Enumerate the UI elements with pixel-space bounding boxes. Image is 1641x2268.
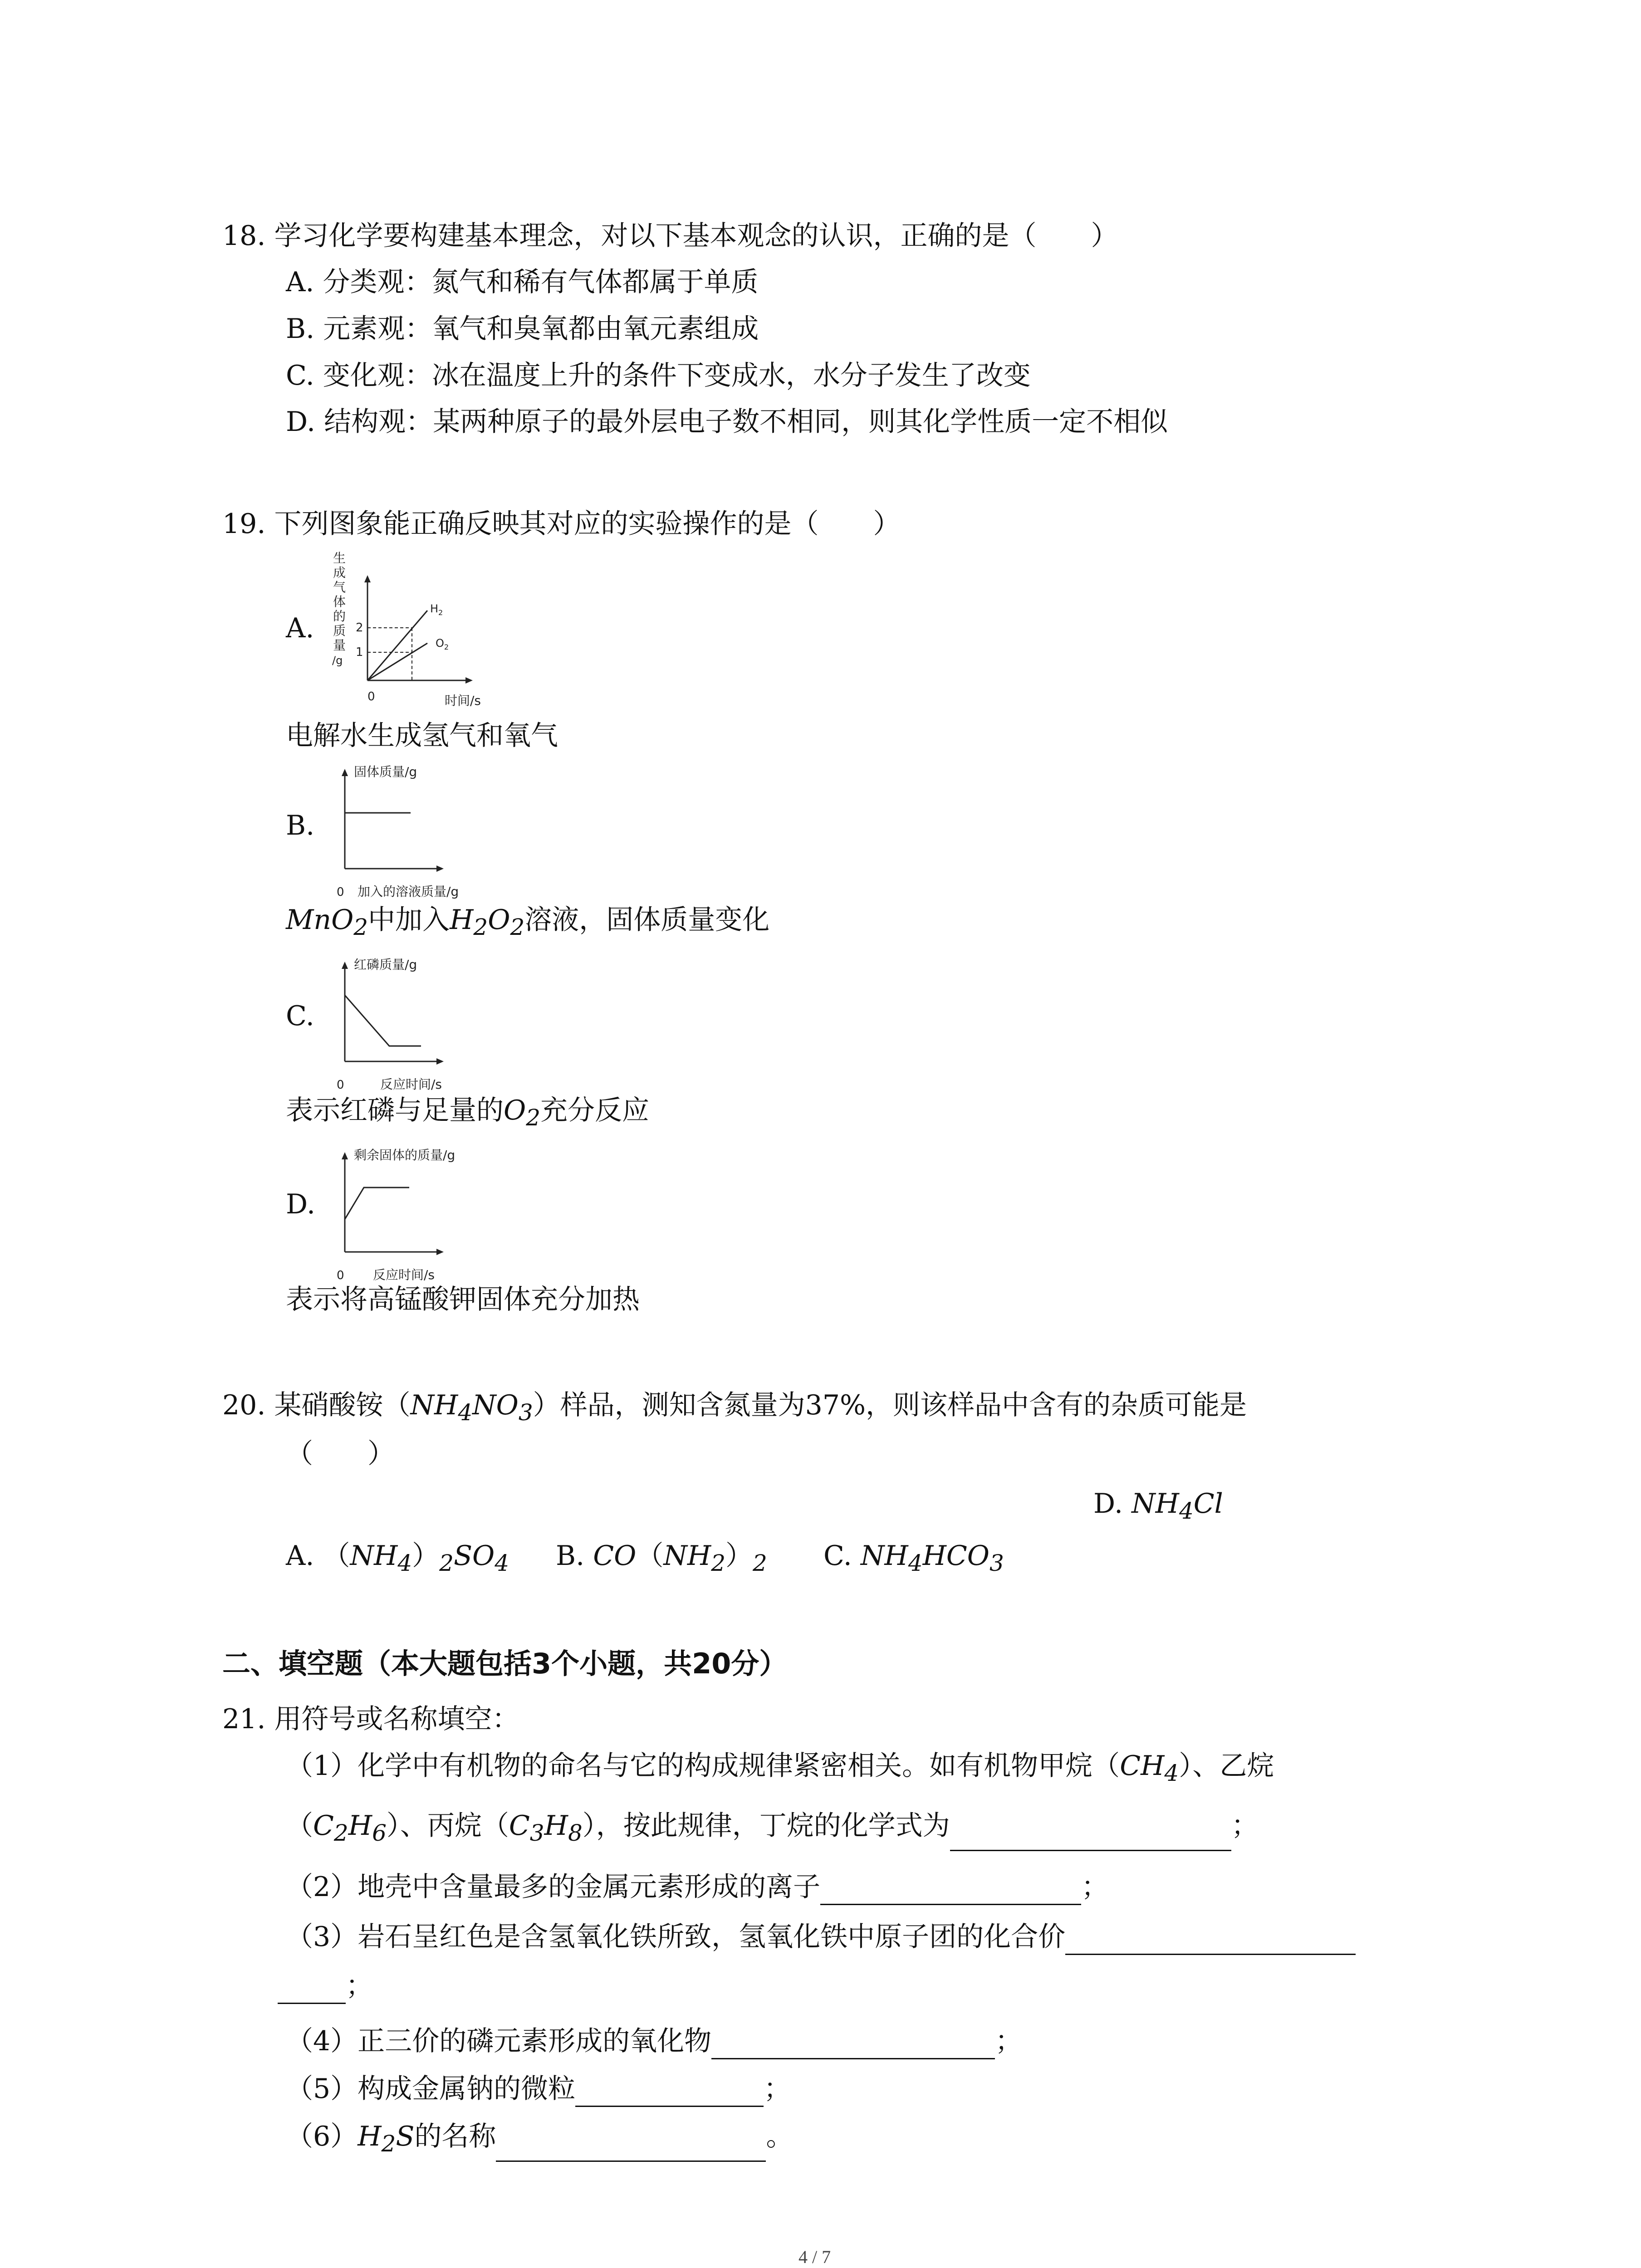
q18-option-a: A. 分类观：氮气和稀有气体都属于单质 <box>286 266 759 298</box>
q19-d-ylabel: 剩余固体的质量/g <box>354 1148 456 1163</box>
q21-blank-2[interactable] <box>820 1876 1081 1905</box>
q19-a-caption: 电解水生成氢气和氧气 <box>286 720 558 752</box>
q19-a-xlabel: 时间/s <box>445 693 481 708</box>
page-number: 4 / 7 <box>798 2247 831 2267</box>
q21-part3-line1: （3）岩石呈红色是含氢氧化铁所致，氢氧化铁中原子团的化合价 <box>286 1919 1356 1955</box>
q19-d-origin: 0 <box>337 1269 344 1282</box>
q19-b-caption: MnO$_2$中加入$H_2O_2$溶液，固体质量变化 <box>286 904 770 940</box>
q18-stem: 18. 学习化学要构建基本理念，对以下基本观念的认识，正确的是（ ） <box>222 220 1118 252</box>
section-heading-fill-in: 二、填空题（本大题包括3个小题，共20分） <box>222 1647 788 1680</box>
svg-text:量: 量 <box>333 638 346 653</box>
q20-answer-paren: （ ） <box>286 1438 395 1470</box>
q19-d-xlabel: 反应时间/s <box>373 1267 435 1282</box>
q19-c-caption: 表示红磷与足量的$O_2$充分反应 <box>286 1095 650 1131</box>
svg-text:气: 气 <box>333 580 346 595</box>
q19-a-origin: 0 <box>367 690 375 704</box>
q19-a-line-h2 <box>367 611 427 680</box>
q19-a-chart <box>318 544 490 735</box>
q21-part1-line2: $(C_2H_6)$、丙烷$(C_3H_8)$，按此规律，丁烷的化学式为 ； <box>286 1808 1259 1851</box>
q19-c-ylabel: 红磷质量/g <box>354 957 417 972</box>
q21-blank-4[interactable] <box>711 2030 995 2059</box>
svg-text:生: 生 <box>333 551 346 566</box>
q19-c-chart <box>327 953 499 1098</box>
q19-a-ylabel <box>332 551 346 667</box>
q19-a-line-o2 <box>367 643 427 680</box>
q19-b-ylabel: 固体质量/g <box>354 764 417 779</box>
svg-text:的: 的 <box>333 609 346 624</box>
q21-blank-5[interactable] <box>575 2077 764 2107</box>
q18-option-c: C. 变化观：冰在温度上升的条件下变成水，水分子发生了改变 <box>286 360 1031 391</box>
q20-option-a: A. $(NH_4)_2SO_4$ <box>286 1540 509 1576</box>
q19-d-caption: 表示将高锰酸钾固体充分加热 <box>286 1284 640 1315</box>
q21-part3-line2: ； <box>278 1968 373 2004</box>
svg-text:/g: /g <box>332 654 343 667</box>
q19-b-xlabel: 加入的溶液质量/g <box>358 884 459 899</box>
q19-stem: 19. 下列图象能正确反映其对应的实验操作的是（ ） <box>222 508 901 540</box>
q19-c-line <box>345 995 421 1046</box>
q19-a-y-arrow <box>364 575 371 582</box>
q20-option-c: C. $NH_4HCO_3$ <box>823 1540 1004 1576</box>
q21-part1-line1: （1）化学中有机物的命名与它的构成规律紧密相关。如有机物甲烷$(CH_4)$、乙烷 <box>286 1750 1274 1786</box>
q21-part6: $(6)H_2S$的名称 。 <box>286 2118 793 2162</box>
q18-option-d: D. 结构观：某两种原子的最外层电子数不相同，则其化学性质一定不相似 <box>286 406 1168 438</box>
q19-c-letter: C. <box>286 1000 314 1032</box>
q19-a-letter: A. <box>286 612 314 644</box>
q20-option-b: B. $CO(NH_2)_2$ <box>556 1540 767 1576</box>
q21-stem: 21. 用符号或名称填空： <box>222 1703 519 1735</box>
q21-part4: （4）正三价的磷元素形成的氧化物 ； <box>286 2023 1022 2059</box>
q21-blank-3a[interactable] <box>1065 1926 1356 1955</box>
q19-d-line <box>345 1188 409 1219</box>
q19-a-label-h2: $H_2$ <box>430 602 443 617</box>
q19-b-origin: 0 <box>337 885 344 899</box>
q21-blank-1[interactable] <box>950 1822 1231 1851</box>
q19-c-origin: 0 <box>337 1078 344 1092</box>
q20-stem: 20. 某硝酸铵$(NH_4NO_3)$样品，测知含氮量为37%，则该样品中含有的杂质可能是 <box>222 1389 1247 1426</box>
q21-blank-3b[interactable] <box>278 1975 346 2004</box>
q20-option-d: D. $NH_4Cl$ <box>1093 1488 1223 1524</box>
q21-part2: （2）地壳中含量最多的金属元素形成的离子 ； <box>286 1869 1108 1905</box>
q21-part5: （5）构成金属钠的微粒 ； <box>286 2071 791 2107</box>
q21-blank-6[interactable] <box>496 2132 766 2162</box>
svg-text:质: 质 <box>333 623 346 638</box>
q19-a-x-arrow <box>465 677 473 684</box>
q19-b-chart <box>327 760 499 905</box>
q18-option-b: B. 元素观：氧气和臭氧都由氧元素组成 <box>286 313 759 345</box>
q19-d-letter: D. <box>286 1188 316 1220</box>
svg-text:成: 成 <box>333 565 346 580</box>
q19-d-chart <box>327 1143 499 1288</box>
q19-a-ytick-2: 2 <box>356 621 363 635</box>
q19-b-letter: B. <box>286 810 315 841</box>
svg-text:体: 体 <box>333 594 346 609</box>
q19-a-label-o2: $O_2$ <box>436 637 449 651</box>
q19-c-xlabel: 反应时间/s <box>380 1077 442 1092</box>
q19-a-ytick-1: 1 <box>356 645 363 659</box>
